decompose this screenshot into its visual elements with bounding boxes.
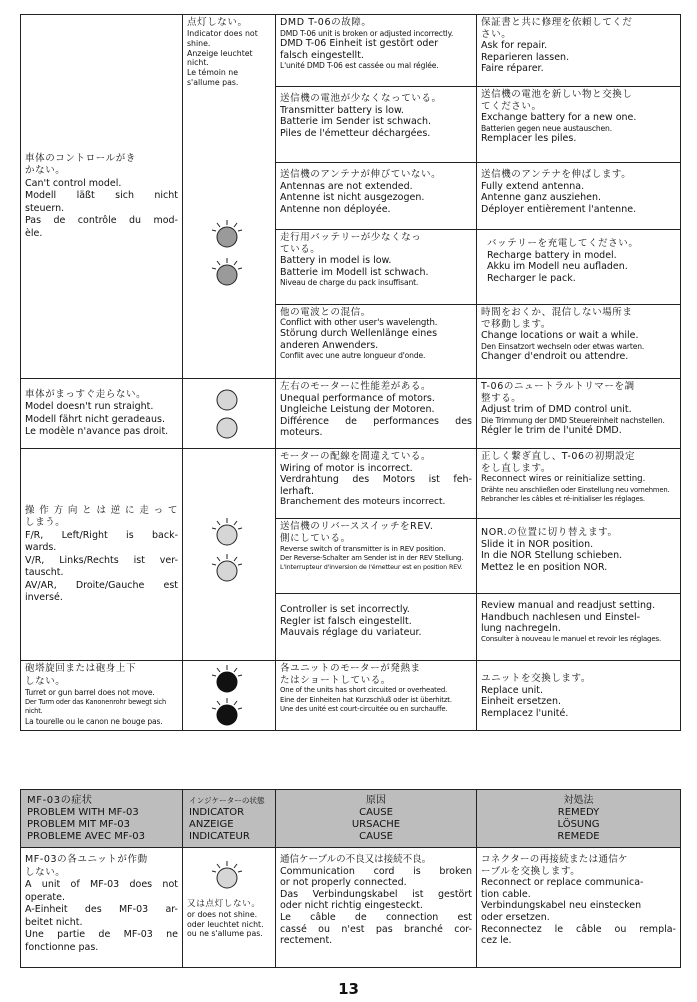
remedy-line: In die NOR Stellung schieben.	[481, 550, 623, 562]
header-remedy	[477, 790, 681, 848]
remedy-line: tion cable.	[481, 888, 531, 900]
cause-line: rectement.	[280, 935, 333, 947]
remedy-line: Changer d'endroit ou attendre.	[481, 351, 629, 363]
remedy-line: Recharger le pack.	[487, 272, 576, 284]
page-number: 13	[338, 980, 359, 998]
remedy-line: T-06のニュートラルトリマーを調	[481, 381, 635, 392]
remedy-line: Drähte neu anschließen oder Einstellung neu vornehmen.	[481, 485, 670, 494]
cause-line: or not properly connected.	[280, 877, 407, 889]
cause-line: DMD T-06 Einheit ist gestört oder	[280, 38, 439, 50]
remedy-line: Remplacez l'unité.	[481, 707, 569, 719]
symptom-text: La tourelle ou le canon ne bouge pas.	[25, 716, 163, 726]
symptom-text: Pas de contrôle du mod-	[25, 215, 178, 227]
remedy-line: Recharge battery in model.	[487, 249, 617, 261]
header-line: REMEDE	[557, 830, 600, 842]
symptom-text: Modell fährt nicht geradeaus.	[25, 413, 165, 425]
indicator-line: 点灯しない。	[187, 17, 248, 28]
remedy-line: lung nachregeln.	[481, 623, 561, 635]
cause-line: Antenne non déployée.	[280, 203, 391, 215]
symptom-text: tauscht.	[25, 567, 64, 578]
remedy-line: Exchange battery for a new one.	[481, 112, 637, 124]
indicator-line: oder leuchtet nicht.	[187, 919, 264, 929]
header-line: PROBLEM WITH MF-03	[27, 806, 139, 818]
cause-line: 他の電波との混信。	[280, 307, 371, 318]
blinking-dark-lamp-icon	[209, 697, 245, 727]
blinking-mid-lamp-icon	[209, 219, 245, 249]
indicator-line: Anzeige leuchtet nicht.	[187, 48, 253, 68]
cause-wiring-incorrect	[276, 449, 477, 519]
remedy-line: Den Einsatzort wechseln oder etwas warten.	[481, 341, 645, 351]
header-line: 原因	[366, 794, 386, 806]
blinking-light-lamp-icon	[209, 517, 245, 547]
remedy-line: Reparieren lassen.	[481, 51, 570, 63]
cause-line: Antennas are not extended.	[280, 180, 413, 192]
remedy-line: バッテリーを充電してください。	[487, 238, 639, 249]
header-line: MF-03の症状	[27, 794, 93, 806]
remedy-line: Reconnect wires or reinitialize setting.	[481, 474, 646, 485]
cause-line: Eine der Einheiten hat Kurzschluß oder ist überhitzt.	[280, 695, 452, 704]
symptom-text: wards.	[25, 542, 57, 553]
remedy-line: Mettez le en position NOR.	[481, 561, 608, 573]
cause-line: Piles de l'émetteur déchargées.	[280, 127, 431, 139]
light-lamp-icon	[209, 385, 245, 415]
header-line: CAUSE	[359, 830, 393, 842]
remedy-line: Akku im Modell neu aufladen.	[487, 261, 628, 273]
cause-line: L'interrupteur d'inversion de l'émetteur est en position REV.	[280, 563, 463, 572]
remedy-exchange-battery	[477, 87, 681, 163]
remedy-line: 送信機の電池を新しい物と交換し	[481, 89, 633, 100]
remedy-line: Review manual and readjust setting.	[481, 600, 656, 611]
header-line: REMEDY	[557, 806, 600, 818]
cause-line: Batterie im Modell ist schwach.	[280, 266, 429, 278]
symptom-text: A-Einheit des MF-03 ar-	[25, 904, 178, 915]
light-lamp-icon	[209, 413, 245, 443]
cause-line: 走行用バッテリーが少なくなっ	[280, 232, 422, 243]
cause-wavelength-conflict	[276, 305, 477, 379]
header-line: INDICATEUR	[189, 830, 250, 842]
blinking-light-lamp-icon	[209, 553, 245, 583]
remedy-ask-repair	[477, 15, 681, 87]
symptom-text: MF-03の各ユニットが作動	[25, 854, 148, 865]
remedy-line: で移動します。	[481, 318, 551, 330]
symptom-text: Model doesn't run straight.	[25, 401, 154, 412]
symptom-text: 操作方向とは逆に走って	[25, 504, 178, 516]
symptom-turret	[21, 661, 183, 731]
remedy-recharge	[477, 230, 681, 305]
remedy-reconnect-cable	[477, 848, 681, 968]
remedy-line: Déployer entièrement l'antenne.	[481, 203, 637, 215]
symptom-text: F/R, Left/Right is back-	[25, 529, 178, 541]
cause-line: Verdrahtung des Motors ist feh-	[280, 474, 472, 486]
blinking-light-lamp-icon	[209, 860, 245, 890]
cause-line: Niveau de charge du pack insuffisant.	[280, 278, 419, 288]
remedy-line: Fully extend antenna.	[481, 180, 585, 192]
remedy-review-manual	[477, 594, 681, 661]
cause-line: Mauvais réglage du variateur.	[280, 627, 422, 639]
symptom-text: beitet nicht.	[25, 916, 83, 928]
cause-line: 送信機の電池が少なくなっている。	[280, 93, 442, 104]
cause-line: 送信機のリバーススイッチをREV.	[280, 521, 434, 532]
remedy-line: ーブルを交換します。	[481, 865, 581, 877]
symptom-reversed	[21, 449, 183, 661]
remedy-line: Consulter à nouveau le manuel et revoir les réglages.	[481, 634, 662, 643]
cause-line: モーターの配線を間違えている。	[280, 451, 432, 462]
remedy-line: Reconnectez le câble ou rempla-	[481, 923, 676, 935]
cause-antenna	[276, 163, 477, 230]
indicator-cell-group2	[183, 379, 276, 449]
indicator-text	[187, 17, 271, 88]
remedy-line: Rebrancher les câbles et ré-initialiser les réglages.	[481, 495, 645, 504]
cause-reverse-switch	[276, 519, 477, 594]
remedy-adjust-trim	[477, 379, 681, 449]
cause-line: Der Reverse-Schalter am Sender ist in der REV Stellung.	[280, 553, 464, 562]
cause-line: Le câble de connection est	[280, 911, 472, 923]
header-line: ANZEIGE	[189, 818, 234, 830]
cause-line: anderen Anwenders.	[280, 339, 379, 351]
symptom-text: 車体がまっすぐ走らない。	[25, 388, 147, 400]
header-line: URSACHE	[351, 818, 401, 830]
symptom-not-straight	[21, 379, 183, 449]
remedy-line: Faire réparer.	[481, 63, 544, 75]
remedy-line: Slide it in NOR position.	[481, 538, 594, 550]
remedy-line: Einheit ersetzen.	[481, 696, 562, 708]
symptom-text: V/R, Links/Rechts ist ver-	[25, 554, 178, 566]
symptom-text: かない。	[25, 165, 66, 177]
indicator-cell-group4	[183, 661, 276, 731]
indicator-line: Indicator does not shine.	[187, 29, 258, 48]
cause-line: Antenne ist nicht ausgezogen.	[280, 192, 425, 204]
header-line: CAUSE	[359, 806, 393, 818]
indicator-line: Le témoin ne s'allume pas.	[187, 68, 239, 87]
remedy-line: 整する。	[481, 392, 522, 404]
symptom-text: Modell läßt sich nicht	[25, 190, 178, 202]
header-line: PROBLEM MIT MF-03	[27, 818, 130, 830]
cause-line: moteurs.	[280, 427, 323, 439]
indicator-cell-group1	[183, 15, 276, 379]
symptom-text: Can't control model.	[25, 177, 122, 189]
cause-line: 各ユニットのモーターが発熱ま	[280, 663, 421, 674]
cause-model-battery	[276, 230, 477, 305]
remedy-line: をし直します。	[481, 462, 551, 474]
remedy-line: Remplacer les piles.	[481, 133, 577, 145]
remedy-change-location	[477, 305, 681, 379]
cause-line: Conflit avec une autre longueur d'onde.	[280, 351, 426, 361]
symptom-text: 車体のコントロールがき	[25, 152, 136, 164]
cause-line: DMD T-06の故障。	[280, 17, 372, 28]
remedy-line: NOR.の位置に切り替えます。	[481, 527, 618, 538]
indicator-text	[187, 900, 264, 939]
cause-transmitter-battery	[276, 87, 477, 163]
symptom-mf03-unit	[21, 848, 183, 968]
symptom-text: 砲塔旋回または砲身上下	[25, 663, 137, 674]
remedy-line: 保証書と共に修理を依頼してくだ	[481, 17, 633, 28]
cause-line: Battery in model is low.	[280, 255, 392, 267]
header-cause	[276, 790, 477, 848]
symptom-cant-control	[21, 15, 183, 379]
cause-line: Störung durch Wellenlänge eines	[280, 328, 438, 340]
remedy-line: てください。	[481, 100, 542, 112]
cause-controller-setting	[276, 594, 477, 661]
remedy-line: cez le.	[481, 935, 512, 947]
cause-unequal-motors	[276, 379, 477, 449]
remedy-line: ユニットを交換します。	[481, 673, 591, 684]
remedy-line: Change locations or wait a while.	[481, 330, 639, 342]
symptom-text: しまう。	[25, 517, 66, 528]
troubleshooting-table-mf03	[20, 789, 681, 968]
header-line: インジケーターの状態	[189, 795, 265, 805]
cause-line: Ungleiche Leistung der Motoren.	[280, 404, 435, 416]
cause-line: ている。	[280, 243, 321, 255]
cause-line: oder nicht richtig eingesteckt.	[280, 900, 423, 912]
blinking-dark-lamp-icon	[209, 664, 245, 694]
cause-line: DMD T-06 unit is broken or adjusted incorrectly.	[280, 28, 454, 38]
symptom-text: A unit of MF-03 does not	[25, 879, 178, 890]
indicator-cell-group3	[183, 449, 276, 661]
symptom-text: inversé.	[25, 592, 63, 603]
remedy-line: さい。	[481, 28, 512, 40]
remedy-line: Replace unit.	[481, 684, 544, 696]
cause-line: falsch eingestellt.	[280, 49, 364, 61]
indicator-line: 又は点灯しない。	[187, 899, 261, 909]
cause-line: Regler ist falsch eingestellt.	[280, 615, 412, 627]
header-indicator	[183, 790, 276, 848]
header-line: INDICATOR	[189, 806, 245, 818]
symptom-text: Le modèle n'avance pas droit.	[25, 426, 169, 437]
cause-line: 左右のモーターに性能差がある。	[280, 381, 432, 392]
remedy-replace-unit	[477, 661, 681, 731]
troubleshooting-table-dmd	[20, 14, 681, 731]
symptom-text: steuern.	[25, 202, 65, 214]
remedy-reconnect-wires	[477, 449, 681, 519]
cause-line: Das Verbindungskabel ist gestört	[280, 888, 472, 900]
symptom-text: operate.	[25, 891, 66, 903]
cause-line: Wiring of motor is incorrect.	[280, 462, 413, 474]
remedy-line: Batterien gegen neue austauschen.	[481, 123, 612, 133]
cause-line: Conflict with other user's wavelength.	[280, 317, 438, 328]
symptom-text: Der Turm oder das Kanonenrohr bewegt sich nicht.	[25, 697, 167, 716]
remedy-line: Adjust trim of DMD control unit.	[481, 404, 632, 416]
remedy-line: 時間をおくか、混信しない場所ま	[481, 307, 633, 318]
symptom-text: AV/AR, Droite/Gauche est	[25, 579, 178, 591]
blinking-mid-lamp-icon	[209, 257, 245, 287]
remedy-line: oder ersetzen.	[481, 911, 550, 923]
indicator-line: ou ne s'allume pas.	[187, 929, 263, 939]
cause-motor-short	[276, 661, 477, 731]
cause-line: たはショートしている。	[280, 674, 391, 686]
symptom-text: Une partie de MF-03 ne	[25, 929, 178, 940]
indicator-line: or does not shine.	[187, 909, 258, 919]
cause-line: Controller is set incorrectly.	[280, 604, 410, 615]
remedy-line: 送信機のアンテナを伸ばします。	[481, 169, 632, 180]
cause-line: Branchement des moteurs incorrect.	[280, 497, 446, 508]
symptom-text: fonctionne pas.	[25, 941, 99, 953]
remedy-extend-antenna	[477, 163, 681, 230]
cause-line: Batterie im Sender ist schwach.	[280, 116, 432, 128]
cause-line: 側にしている。	[280, 532, 351, 544]
indicator-cell-mf03	[183, 848, 276, 968]
header-line: PROBLEME AVEC MF-03	[27, 830, 145, 842]
header-line: LÖSUNG	[557, 818, 600, 830]
remedy-line: Die Trimmung der DMD Steuereinheit nachstellen.	[481, 415, 665, 425]
remedy-line: Reconnect or replace communica-	[481, 877, 644, 889]
cause-line: Reverse switch of transmitter is in REV position.	[280, 544, 446, 554]
cause-line: Unequal performance of motors.	[280, 392, 435, 404]
remedy-line: 正しく繋ぎ直し、T-06の初期設定	[481, 451, 636, 462]
cause-communication-cord	[276, 848, 477, 968]
remedy-line: Verbindungskabel neu einstecken	[481, 900, 642, 912]
cause-line: cassé ou n'est pas branché cor-	[280, 923, 472, 935]
cause-line: Une des unité est court-circuitée ou en surchauffe.	[280, 705, 448, 714]
remedy-line: Régler le trim de l'unité DMD.	[481, 425, 622, 437]
cause-line: 送信機のアンテナが伸びていない。	[280, 169, 442, 180]
remedy-nor-position	[477, 519, 681, 594]
symptom-text: Turret or gun barrel does not move.	[25, 688, 155, 697]
cause-line: Communication cord is broken	[280, 865, 472, 877]
cause-dmd-broken	[276, 15, 477, 87]
symptom-text: しない。	[25, 675, 66, 687]
cause-line: One of the units has short circuited or overheated.	[280, 686, 448, 695]
header-line: 対処法	[563, 794, 594, 806]
symptom-text: しない。	[25, 866, 66, 878]
cause-line: L'unité DMD T-06 est cassée ou mal réglée.	[280, 61, 439, 71]
cause-line: 通信ケーブルの不良又は接続不良。	[280, 854, 432, 865]
cause-line: Différence de performances des	[280, 415, 472, 427]
remedy-line: Handbuch nachlesen und Einstel-	[481, 611, 641, 623]
remedy-line: コネクターの再接続または通信ケ	[481, 854, 628, 865]
remedy-line: Antenne ganz ausziehen.	[481, 192, 602, 204]
symptom-text: èle.	[25, 227, 43, 239]
cause-line: Transmitter battery is low.	[280, 104, 404, 116]
cause-line: lerhaft.	[280, 485, 314, 497]
header-problem	[21, 790, 183, 848]
remedy-line: Ask for repair.	[481, 40, 548, 52]
